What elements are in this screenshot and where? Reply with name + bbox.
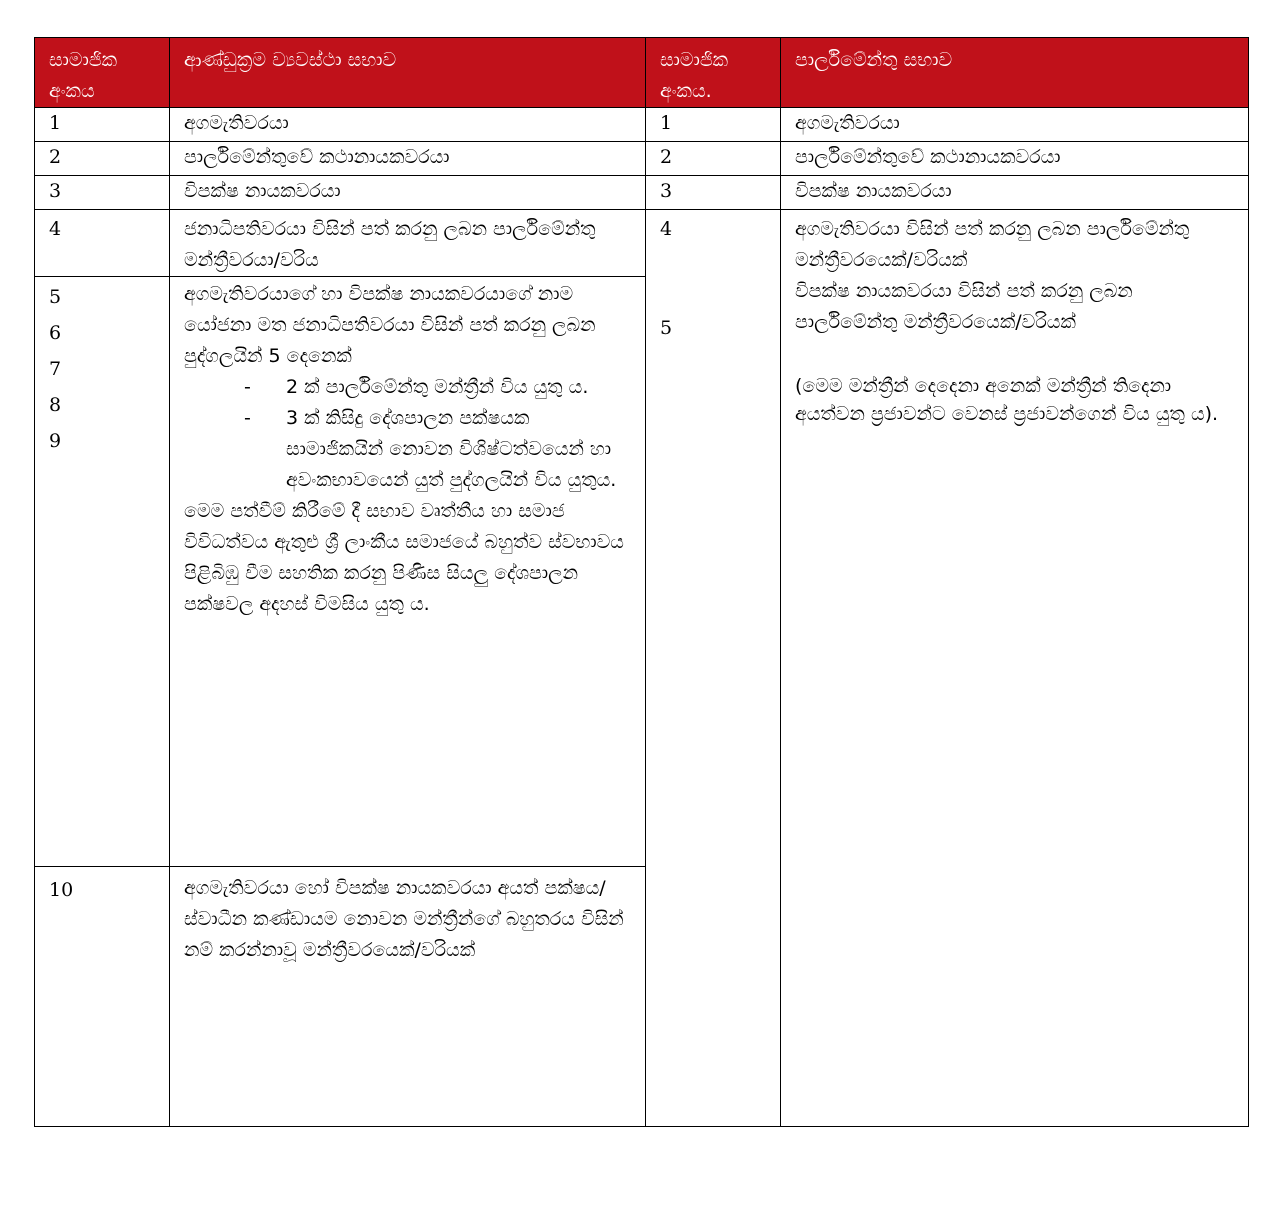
right-appointees-cell (781, 210, 1249, 1127)
right-member-text: විපක්ෂ නායකවරයා විසින් පත් කරනු ලබන පාර්ලිමේන්තු මන්ත්‍රීවරයෙක්/වරියක් (795, 280, 1133, 333)
right-member-numbers-4-5 (646, 210, 781, 1127)
member-number: 8 (49, 394, 62, 416)
member-number: 7 (49, 358, 62, 380)
right-member-text: අගමැතිවරයා (781, 108, 1249, 142)
left-member-text: අගමැතිවරයා හෝ විපක්ෂ නායකවරයා අයත් පක්ෂය/ස්වාධීන කණ්ඩායම නොවන මන්ත්‍රීන්ගේ බහුතරය විසින් නම් කරන්නාවූ මන්ත්‍රීවරයෙක්/වරියක් (170, 867, 646, 1127)
appointee-bullets (184, 372, 631, 496)
left-member-number: 2 (35, 142, 170, 176)
comparison-table (34, 37, 1249, 1127)
member-number: 5 (49, 286, 62, 308)
right-member-number: 5 (660, 317, 673, 339)
left-appointees-cell (170, 277, 646, 867)
left-member-number: 3 (35, 176, 170, 210)
left-member-number: 4 (35, 210, 170, 277)
left-member-numbers-5-9 (35, 277, 170, 867)
left-member-text: අගමැතිවරයා (170, 108, 646, 142)
table-row (35, 108, 1249, 142)
left-member-number: 10 (35, 867, 170, 1127)
constitutional-council-header: ආණ්ඩුක්‍රම ව්‍යවස්ථා සභාව (170, 38, 646, 108)
right-member-text: පාර්ලිමේන්තුවේ කථානායකවරයා (781, 142, 1249, 176)
table-row (35, 142, 1249, 176)
left-member-number: 1 (35, 108, 170, 142)
right-member-number: 1 (646, 108, 781, 142)
member-number: 6 (49, 322, 62, 344)
table-row (35, 176, 1249, 210)
right-member-note: (මෙම මන්ත්‍රීන් දෙදෙනා අනෙක් මන්ත්‍රීන් තිදෙනා අයත්වන ප්‍රජාවන්ට වෙනස් ප්‍රජාවන්ගෙන් විය යුතු ය). (795, 375, 1219, 425)
member-number: 9 (49, 430, 62, 452)
left-member-text: විපක්ෂ නායකවරයා (170, 176, 646, 210)
list-item: - 2 ක් පාර්ලිමේන්තු මන්ත්‍රීන් විය යුතු ය. (236, 372, 631, 403)
right-member-text: විපක්ෂ නායකවරයා (781, 176, 1249, 210)
parliamentary-council-header: පාර්ලිමේන්තු සභාව (781, 38, 1249, 108)
left-member-text: පාර්ලිමේන්තුවේ කථානායකවරයා (170, 142, 646, 176)
table-row (35, 210, 1249, 277)
right-member-text: අගමැතිවරයා විසින් පත් කරනු ලබන පාර්ලිමේන්තු මන්ත්‍රීවරයෙක්/වරියක් (795, 218, 1190, 271)
list-item: - 3 ක් කිසිදු දේශපාලන පක්ෂයක සාමාජිකයින් නොවන විශිෂ්ටත්වයෙන් හා අවංකභාවයෙන් යුත් පුද්ගලයින් විය යුතුය. (236, 403, 631, 496)
right-member-number: 3 (646, 176, 781, 210)
left-member-text: ජනාධිපතිවරයා විසින් පත් කරනු ලබන පාර්ලිමේන්තු මන්ත්‍රීවරයා/වරිය (170, 210, 646, 277)
appointees-intro: අගමැතිවරයාගේ හා විපක්ෂ නායකවරයාගේ නාම යෝජනා මත ජනාධිපතිවරයා විසින් පත් කරනු ලබන පුද්ගලයින් 5 දෙනෙක් (184, 283, 596, 367)
member-number-header-right: සාමාජික අංකය. (646, 38, 781, 108)
right-member-number: 4 (660, 218, 673, 240)
header-row (35, 38, 1249, 108)
appointees-closing: මෙම පත්වීම් කිරීමේ දී සභාව වෘත්තීය හා සමාජ විවිධත්වය ඇතුළු ශ්‍රී ලාංකීය සමාජයේ බහුත්ව ස්වභාවය පිළිබිඹු වීම සහතික කරනු පිණිස සියලු දේශපාලන පක්ෂවල අදහස් විමසිය යුතු ය. (184, 500, 624, 615)
member-number-header-left: සාමාජික අංකය (35, 38, 170, 108)
right-member-number: 2 (646, 142, 781, 176)
